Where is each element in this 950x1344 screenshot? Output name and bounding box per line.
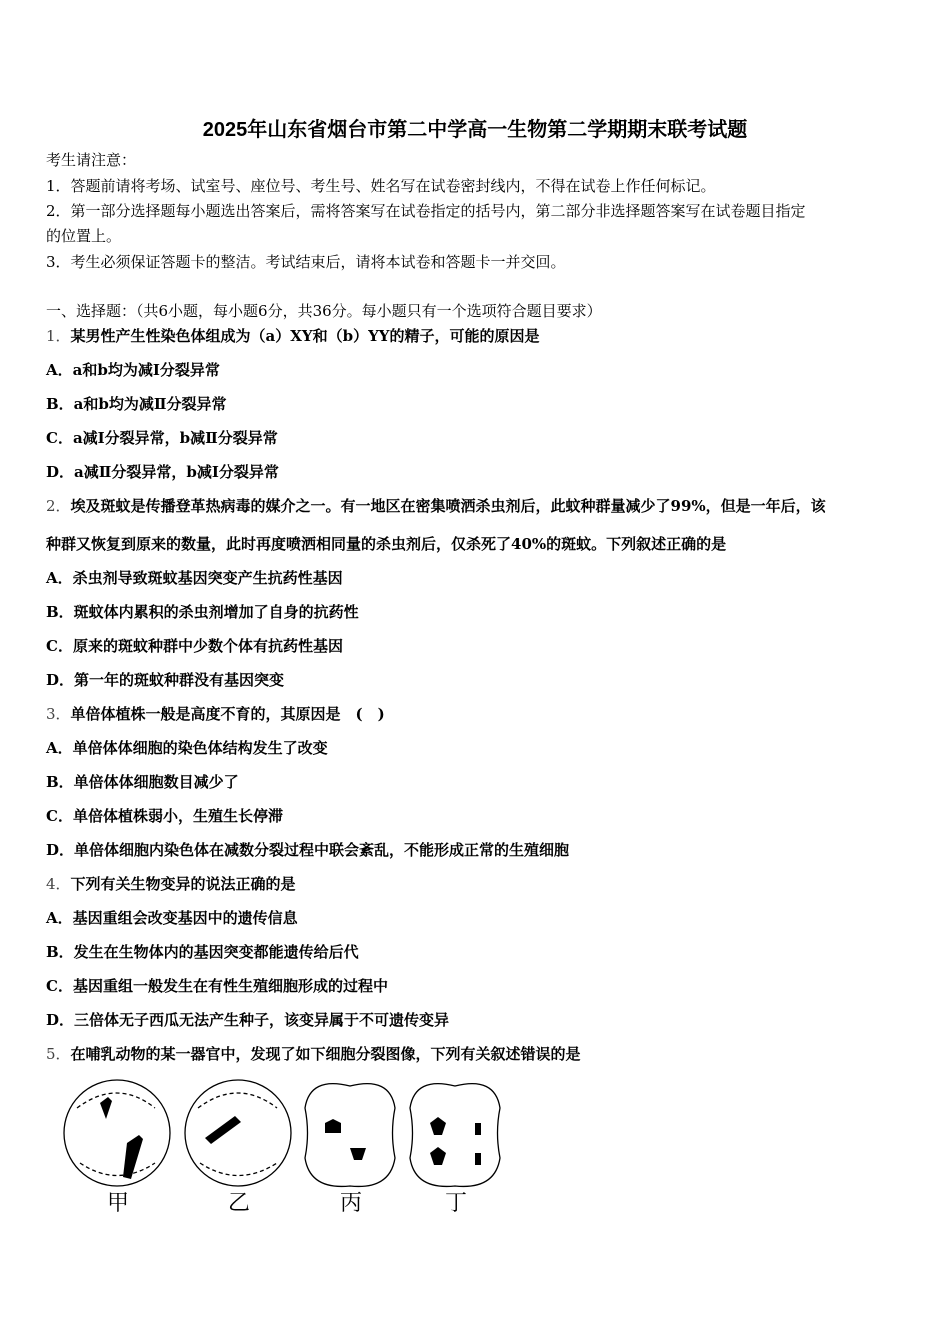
question-text-cont: 种群又恢复到原来的数量，此时再度喷洒相同量的杀虫剂后，仅杀死了40%的斑蚊。下列叙述正确的是 bbox=[46, 535, 727, 553]
question-4 bbox=[46, 874, 296, 894]
option: C．a减Ⅰ分裂异常，b减Ⅱ分裂异常 bbox=[46, 429, 278, 447]
option: D．第一年的斑蚊种群没有基因突变 bbox=[46, 671, 285, 689]
question-2 bbox=[46, 496, 826, 516]
question-text: 下列有关生物变异的说法正确的是 bbox=[70, 875, 296, 893]
notice-item: 3．考生必须保证答题卡的整洁。考试结束后，请将本试卷和答题卡一并交回。 bbox=[46, 253, 566, 271]
option: D．单倍体细胞内染色体在减数分裂过程中联会紊乱，不能形成正常的生殖细胞 bbox=[46, 841, 570, 859]
question-text: 在哺乳动物的某一器官中，发现了如下细胞分裂图像，下列有关叙述错误的是 bbox=[70, 1045, 581, 1063]
question-number: 2． bbox=[46, 497, 71, 515]
option: B．发生在生物体内的基因突变都能遗传给后代 bbox=[46, 943, 359, 961]
option: A．杀虫剂导致斑蚊基因突变产生抗药性基因 bbox=[46, 569, 343, 587]
option: C．单倍体植株弱小，生殖生长停滞 bbox=[46, 807, 283, 825]
option: B．单倍体体细胞数目减少了 bbox=[46, 773, 239, 791]
option: B．a和b均为减Ⅱ分裂异常 bbox=[46, 395, 227, 413]
question-text: 单倍体植株一般是高度不育的，其原因是 ( ) bbox=[70, 705, 385, 723]
question-number: 4． bbox=[46, 875, 71, 893]
cell-jia bbox=[64, 1080, 170, 1186]
figure-label: 丙 bbox=[340, 1191, 363, 1216]
cell-bing bbox=[305, 1084, 395, 1187]
figure-label: 甲 bbox=[107, 1191, 130, 1216]
cell-division-figure bbox=[55, 1078, 515, 1218]
question-text: 某男性产生性染色体组成为（a）XY和（b）YY的精子，可能的原因是 bbox=[70, 327, 540, 345]
notice-item: 的位置上。 bbox=[46, 227, 122, 245]
figure-label: 乙 bbox=[228, 1191, 251, 1216]
notice-item: 2．第一部分选择题每小题选出答案后，需将答案写在试卷指定的括号内，第二部分非选择题答案写在试卷题目指定 bbox=[46, 202, 806, 220]
option: B．斑蚊体内累积的杀虫剂增加了自身的抗药性 bbox=[46, 603, 359, 621]
notice-item: 1．答题前请将考场、试室号、座位号、考生号、姓名写在试卷密封线内，不得在试卷上作任何标记。 bbox=[46, 177, 716, 195]
question-number: 3． bbox=[46, 705, 71, 723]
question-3 bbox=[46, 704, 385, 724]
figure-label: 丁 bbox=[445, 1191, 468, 1216]
option: A．基因重组会改变基因中的遗传信息 bbox=[46, 909, 298, 927]
question-1 bbox=[46, 326, 540, 346]
page-title: 2025年山东省烟台市第二中学高一生物第二学期期末联考试题 bbox=[202, 119, 748, 141]
option: A．a和b均为减Ⅰ分裂异常 bbox=[46, 361, 220, 379]
cell-yi bbox=[185, 1080, 291, 1186]
option: C．原来的斑蚊种群中少数个体有抗药性基因 bbox=[46, 637, 343, 655]
option: C．基因重组一般发生在有性生殖细胞形成的过程中 bbox=[46, 977, 388, 995]
question-number: 5． bbox=[46, 1045, 71, 1063]
option: A．单倍体体细胞的染色体结构发生了改变 bbox=[46, 739, 328, 757]
cell-ding bbox=[410, 1084, 500, 1187]
question-text: 埃及斑蚊是传播登革热病毒的媒介之一。有一地区在密集喷洒杀虫剂后，此蚊种群量减少了99%，但是一年后，该 bbox=[70, 497, 826, 515]
section-heading: 一、选择题：（共6小题，每小题6分，共36分。每小题只有一个选项符合题目要求） bbox=[46, 302, 602, 320]
notice-heading: 考生请注意： bbox=[46, 151, 137, 169]
option: D．a减Ⅱ分裂异常，b减Ⅰ分裂异常 bbox=[46, 463, 279, 481]
question-5 bbox=[46, 1044, 581, 1064]
question-number: 1． bbox=[46, 327, 71, 345]
option: D．三倍体无子西瓜无法产生种子，该变异属于不可遗传变异 bbox=[46, 1011, 450, 1029]
